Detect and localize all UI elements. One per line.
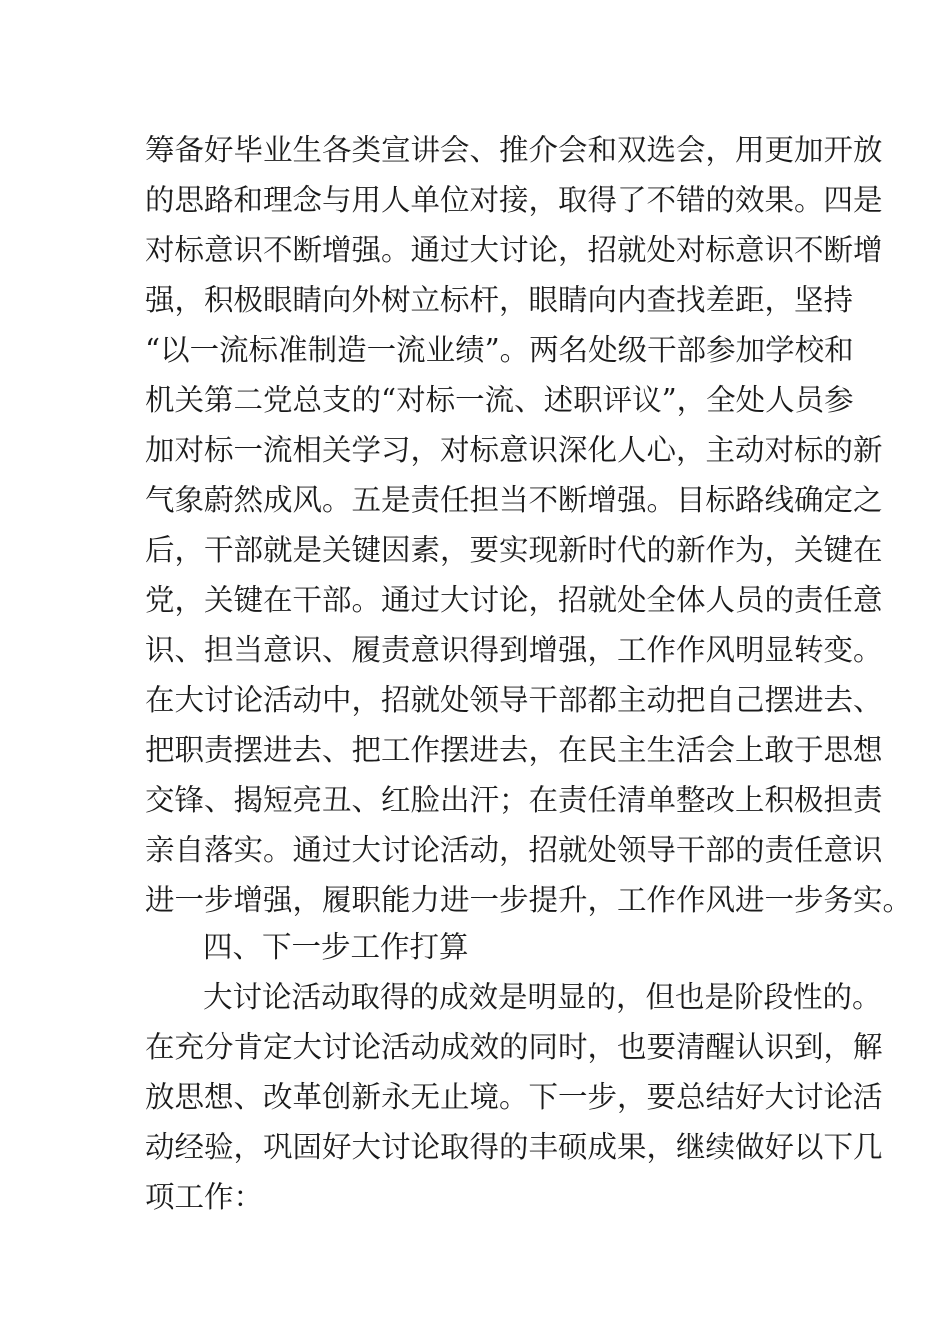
text-line: 识、担当意识、履责意识得到增强，工作作风明显转变。 xyxy=(145,633,883,667)
text-line: 把职责摆进去、把工作摆进去，在民主生活会上敢于思想 xyxy=(145,733,883,767)
text-line: “以一流标准制造一流业绩”。两名处级干部参加学校和 xyxy=(145,333,854,367)
text-line: 放思想、改革创新永无止境。下一步，要总结好大讨论活 xyxy=(145,1080,883,1114)
text-line: 强，积极眼睛向外树立标杆，眼睛向内查找差距，坚持 xyxy=(145,283,854,317)
text-line: 机关第二党总支的“对标一流、述职评议”，全处人员参 xyxy=(145,383,854,417)
text-line: 气象蔚然成风。五是责任担当不断增强。目标路线确定之 xyxy=(145,483,883,517)
text-line: 交锋、揭短亮丑、红脸出汗；在责任清单整改上积极担责 xyxy=(145,783,883,817)
text-line: 在充分肯定大讨论活动成效的同时，也要清醒认识到，解 xyxy=(145,1030,883,1064)
text-line: 动经验，巩固好大讨论取得的丰硕成果，继续做好以下几 xyxy=(145,1130,883,1164)
text-line: 进一步增强，履职能力进一步提升，工作作风进一步务实。 xyxy=(145,883,913,917)
text-line: 的思路和理念与用人单位对接，取得了不错的效果。四是 xyxy=(145,183,883,217)
text-line: 筹备好毕业生各类宣讲会、推介会和双选会，用更加开放 xyxy=(145,133,883,167)
text-line: 党，关键在干部。通过大讨论，招就处全体人员的责任意 xyxy=(145,583,883,617)
section-heading: 四、下一步工作打算 xyxy=(203,930,469,964)
text-line: 对标意识不断增强。通过大讨论，招就处对标意识不断增 xyxy=(145,233,883,267)
text-line: 后，干部就是关键因素，要实现新时代的新作为，关键在 xyxy=(145,533,883,567)
text-line: 加对标一流相关学习，对标意识深化人心，主动对标的新 xyxy=(145,433,883,467)
text-line: 在大讨论活动中，招就处领导干部都主动把自己摆进去、 xyxy=(145,683,883,717)
paragraph-first-line: 大讨论活动取得的成效是明显的，但也是阶段性的。 xyxy=(203,980,882,1014)
text-line: 项工作： xyxy=(145,1180,264,1214)
text-line: 亲自落实。通过大讨论活动，招就处领导干部的责任意识 xyxy=(145,833,883,867)
